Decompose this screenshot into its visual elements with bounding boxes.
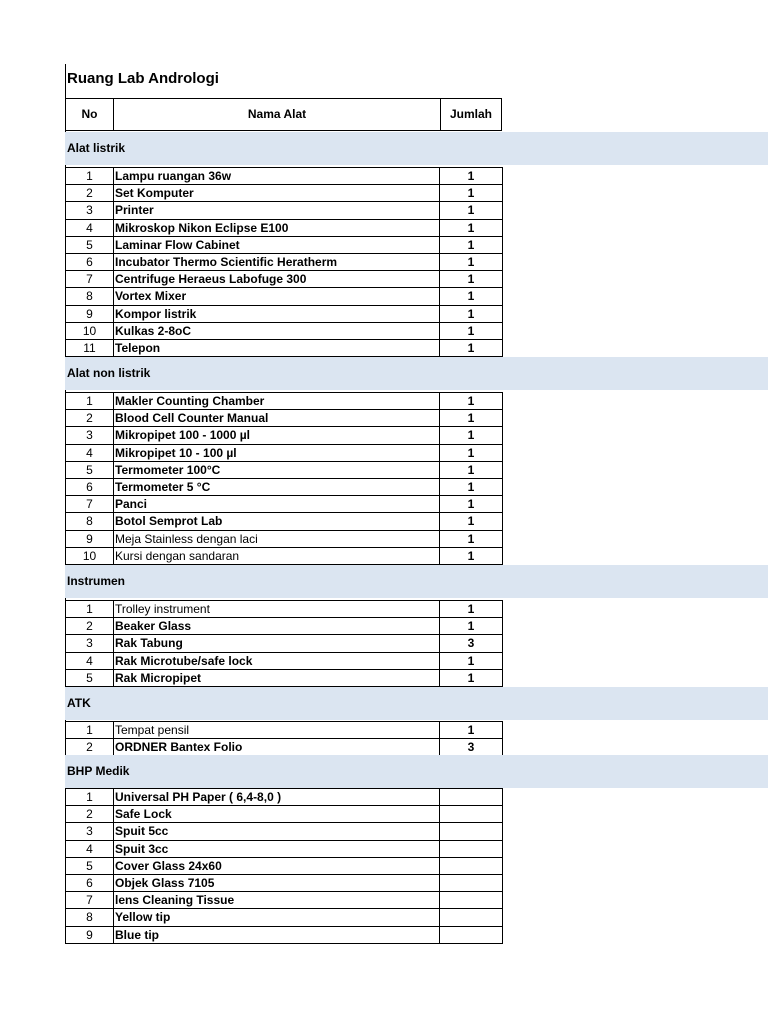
table-row [65,409,503,427]
item-quantity: 1 [467,169,475,183]
row-number: 3 [66,823,114,840]
item-name: Kursi dengan sandaran [114,548,440,564]
item-quantity: 1 [467,186,475,201]
header-no: No [66,99,114,130]
item-name: Kompor listrik [114,306,440,323]
row-number: 7 [66,496,114,513]
table-row [65,512,503,530]
item-quantity [440,892,502,909]
table-row [65,167,503,185]
item-name: Mikropipet 10 - 100 µl [114,445,440,462]
table-row [65,495,503,513]
item-quantity: 1 [467,255,475,269]
item-quantity: 3 [467,636,475,651]
item-name: Incubator Thermo Scientific Heratherm [114,254,440,271]
row-number: 2 [66,618,114,635]
item-name: Set Komputer [114,185,440,202]
item-name: Rak Micropipet [114,670,440,686]
table-row [65,201,503,219]
row-number: 5 [66,858,114,875]
item-name: Objek Glass 7105 [114,875,440,892]
row-number: 6 [66,479,114,496]
row-number: 11 [66,340,114,356]
item-name: lens Cleaning Tissue [114,892,440,909]
item-quantity: 1 [467,428,475,443]
row-number: 6 [66,254,114,271]
item-quantity: 1 [467,497,475,512]
item-quantity: 1 [467,203,475,218]
item-name: Universal PH Paper ( 6,4-8,0 ) [114,789,440,806]
page-title: Ruang Lab Andrologi [67,70,219,87]
item-name: ORDNER Bantex Folio [114,739,440,755]
table-row [65,669,503,687]
item-name: Safe Lock [114,806,440,823]
table-row [65,891,503,909]
table-row [65,184,503,202]
row-number: 10 [66,548,114,564]
section-header [65,755,768,788]
item-quantity: 1 [467,306,475,321]
table-row [65,738,503,756]
table-row [65,634,503,652]
row-number: 4 [66,220,114,237]
table-row [65,547,503,565]
item-quantity: 1 [467,619,475,634]
row-number: 9 [66,531,114,548]
item-name: Laminar Flow Cabinet [114,237,440,254]
row-number: 2 [66,410,114,427]
item-quantity: 1 [467,531,475,546]
section-header [65,687,768,720]
item-quantity: 1 [467,220,475,235]
item-name: Rak Microtube/safe lock [114,653,440,670]
table-row [65,426,503,444]
row-number: 7 [66,271,114,288]
table-row [65,461,503,479]
row-number: 2 [66,806,114,823]
row-number: 7 [66,892,114,909]
item-quantity [440,841,502,858]
item-name: Blue tip [114,927,440,943]
section-label: Instrumen [67,574,126,588]
row-number: 5 [66,670,114,686]
table-row [65,840,503,858]
item-name: Telepon [114,340,440,356]
row-number: 4 [66,445,114,462]
item-name: Vortex Mixer [114,288,440,305]
item-name: Spuit 5cc [114,823,440,840]
item-quantity [440,789,502,806]
item-quantity: 1 [467,341,475,355]
item-quantity [440,823,502,840]
item-quantity: 1 [467,723,475,737]
row-number: 6 [66,875,114,892]
item-name: Kulkas 2-8oC [114,323,440,340]
item-quantity [440,875,502,892]
row-number: 1 [66,789,114,806]
item-quantity [440,806,502,823]
table-row [65,857,503,875]
table-row [65,822,503,840]
table-row [65,219,503,237]
row-number: 1 [66,393,114,410]
item-quantity [440,927,502,943]
item-quantity: 1 [467,670,475,685]
row-number: 9 [66,927,114,943]
table-row [65,287,503,305]
row-number: 1 [66,168,114,185]
section-label: ATK [67,696,91,710]
table-row [65,874,503,892]
item-name: Mikropipet 100 - 1000 µl [114,427,440,444]
item-quantity: 1 [467,323,475,338]
table-row [65,805,503,823]
table-row [65,444,503,462]
item-name: Makler Counting Chamber [114,393,440,410]
section-header [65,357,768,390]
item-name: Termometer 5 °C [114,479,440,496]
item-quantity: 1 [467,602,475,616]
row-number: 2 [66,739,114,755]
header-name: Nama Alat [114,99,441,130]
row-number: 5 [66,462,114,479]
row-number: 3 [66,202,114,219]
item-name: Beaker Glass [114,618,440,635]
item-name: Spuit 3cc [114,841,440,858]
table-row [65,617,503,635]
item-name: Centrifuge Heraeus Labofuge 300 [114,271,440,288]
item-name: Botol Semprot Lab [114,513,440,530]
item-quantity: 1 [467,237,475,252]
section-header [65,565,768,598]
item-quantity [440,909,502,926]
item-name: Yellow tip [114,909,440,926]
table-header [65,98,502,131]
table-row [65,652,503,670]
item-quantity [440,858,502,875]
row-number: 8 [66,288,114,305]
section-header [65,132,768,165]
table-row [65,926,503,944]
table-row [65,253,503,271]
table-row [65,530,503,548]
item-name: Rak Tabung [114,635,440,652]
table-row [65,721,503,739]
item-quantity: 1 [467,394,475,408]
row-number: 9 [66,306,114,323]
header-qty: Jumlah [449,107,492,121]
item-name: Termometer 100°C [114,462,440,479]
item-quantity: 1 [467,548,475,563]
row-number: 3 [66,635,114,652]
item-name: Blood Cell Counter Manual [114,410,440,427]
item-quantity: 1 [467,480,475,494]
row-number: 3 [66,427,114,444]
table-row [65,270,503,288]
item-name: Cover Glass 24x60 [114,858,440,875]
row-number: 1 [66,722,114,739]
item-name: Lampu ruangan 36w [114,168,440,185]
row-number: 8 [66,909,114,926]
table-row [65,339,503,357]
item-quantity: 1 [467,653,475,668]
item-name: Meja Stainless dengan laci [114,531,440,548]
row-number: 2 [66,185,114,202]
item-name: Printer [114,202,440,219]
table-row [65,908,503,926]
item-quantity: 1 [467,445,475,460]
item-quantity: 1 [467,272,475,287]
table-row [65,478,503,496]
row-number: 4 [66,841,114,858]
table-row [65,788,503,806]
row-number: 1 [66,601,114,618]
item-name: Trolley instrument [114,601,440,618]
table-row [65,392,503,410]
row-number: 10 [66,323,114,340]
row-number: 4 [66,653,114,670]
table-row [65,236,503,254]
section-label: Alat listrik [67,141,126,155]
table-row [65,305,503,323]
item-quantity: 3 [467,740,475,755]
row-number: 5 [66,237,114,254]
section-label: BHP Medik [67,764,130,778]
section-label: Alat non listrik [67,366,151,380]
item-quantity: 1 [467,462,475,477]
item-quantity: 1 [467,411,475,426]
item-name: Tempat pensil [114,722,440,739]
item-quantity: 1 [467,514,475,529]
row-number: 8 [66,513,114,530]
item-name: Panci [114,496,440,513]
item-name: Mikroskop Nikon Eclipse E100 [114,220,440,237]
item-quantity: 1 [467,289,475,304]
table-row [65,322,503,340]
table-row [65,600,503,618]
